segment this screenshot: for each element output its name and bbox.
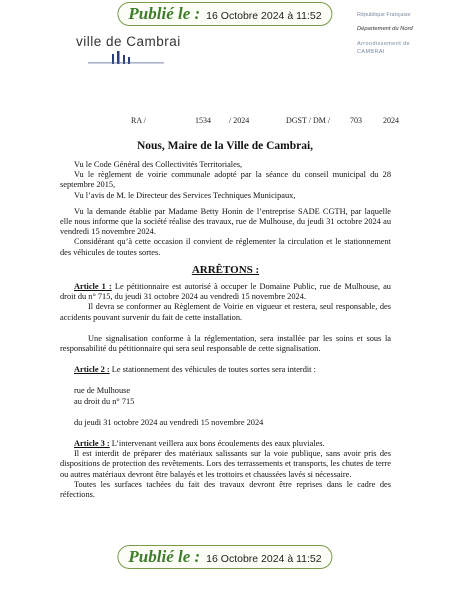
- article-3-label: Article 3 :: [74, 439, 110, 449]
- article-3-paragraph: [60, 439, 391, 449]
- article-1-text: Le pétitionnaire est autorisé à occuper le Domaine Public, rue de Mulhouse, au droit du n° 715, du jeudi 31 octobre 2024 au vendredi 15 novembre 2024.: [60, 282, 391, 302]
- published-label: Publié le :: [128, 4, 201, 23]
- publication-stamp-bottom: [117, 545, 332, 569]
- published-date: 16 Octobre 2024 à 11:52: [206, 553, 322, 565]
- article-2-text: Le stationnement des véhicules de toutes sortes sera interdit :: [109, 365, 316, 375]
- article-1-paragraph: [60, 282, 391, 302]
- administrative-header: [357, 12, 437, 56]
- visa-3: Vu l’avis de M. le Directeur des Services Techniques Municipaux,: [74, 190, 296, 200]
- published-date: 16 Octobre 2024 à 11:52: [206, 10, 322, 22]
- article-2-number: au droit du n° 715: [74, 396, 135, 406]
- publication-stamp-top: [117, 2, 332, 26]
- document-body: [60, 160, 391, 500]
- article-3-text: L’intervenant veillera aux bons écoulements des eaux pluviales.: [109, 439, 325, 449]
- request-paragraph: Vu la demande établie par Madame Betty Honin de l’entreprise SADE CGTH, par laquelle elle nous informe que la société réalise des travaux, rue de Mulhouse, du jeudi 31 octobre 2024 au vendredi 15 novembre 2024.: [60, 206, 391, 237]
- dgst-label: DGST / DM /: [286, 116, 331, 125]
- department-label: Département du Nord: [357, 26, 413, 33]
- dgst-number: 703: [350, 116, 362, 125]
- article-3-paragraph-3: Toutes les surfaces tachées du fait des travaux devront être reprises dans le cadre des réfections.: [60, 479, 391, 500]
- ra-label: RA /: [131, 116, 146, 125]
- considering-paragraph: Considérant qu’à cette occasion il convient de réglementer la circulation et le stationnement des véhicules de toutes sortes.: [60, 237, 391, 257]
- article-2-label: Article 2 :: [74, 365, 110, 375]
- republic-label: République Française: [357, 12, 411, 18]
- logo-text: ville de Cambrai: [76, 34, 181, 49]
- article-2-paragraph: [60, 365, 391, 375]
- city-logo: [76, 34, 186, 64]
- article-3-paragraph-2: Il est interdit de préparer des matériaux salissants sur la voie publique, sans avoir pris des dispositions de protection des revêtements. Lors des terrassements et transports, les chutes de terre ou autres matériaux devront être balayés et les trottoirs et chaussées lavés si nécessaire.: [60, 449, 391, 479]
- article-2-street: rue de Mulhouse: [74, 386, 131, 396]
- ra-year: / 2024: [229, 116, 250, 125]
- arrondissement-label: Arrondissement de CAMBRAI: [357, 41, 410, 55]
- visa-2: Vu le règlement de voirie communale adopté par la séance du conseil municipal du 28 septembre 2015,: [60, 170, 391, 190]
- arretons-heading: ARRÊTONS :: [191, 263, 260, 276]
- document-title: Nous, Maire de la Ville de Cambrai,: [136, 140, 314, 152]
- ra-number: 1534: [195, 116, 211, 125]
- city-skyline-icon: [76, 50, 176, 64]
- article-1-paragraph-3: Une signalisation conforme à la réglementation, sera installée par les soins et sous la responsabilité du pétitionnaire qui sera seul responsable de cette signalisation.: [60, 333, 391, 354]
- article-1-paragraph-2: Il devra se conformer au Règlement de Voirie en vigueur et restera, seul responsable, des accidents pouvant survenir du fait de cette installation.: [60, 302, 391, 322]
- published-label: Publié le :: [128, 547, 201, 566]
- dgst-year: 2024: [383, 116, 399, 125]
- article-1-label: Article 1 :: [74, 282, 112, 292]
- visa-1: Vu le Code Général des Collectivités Territoriales,: [74, 160, 243, 169]
- article-2-period: du jeudi 31 octobre 2024 au vendredi 15 novembre 2024: [74, 417, 264, 427]
